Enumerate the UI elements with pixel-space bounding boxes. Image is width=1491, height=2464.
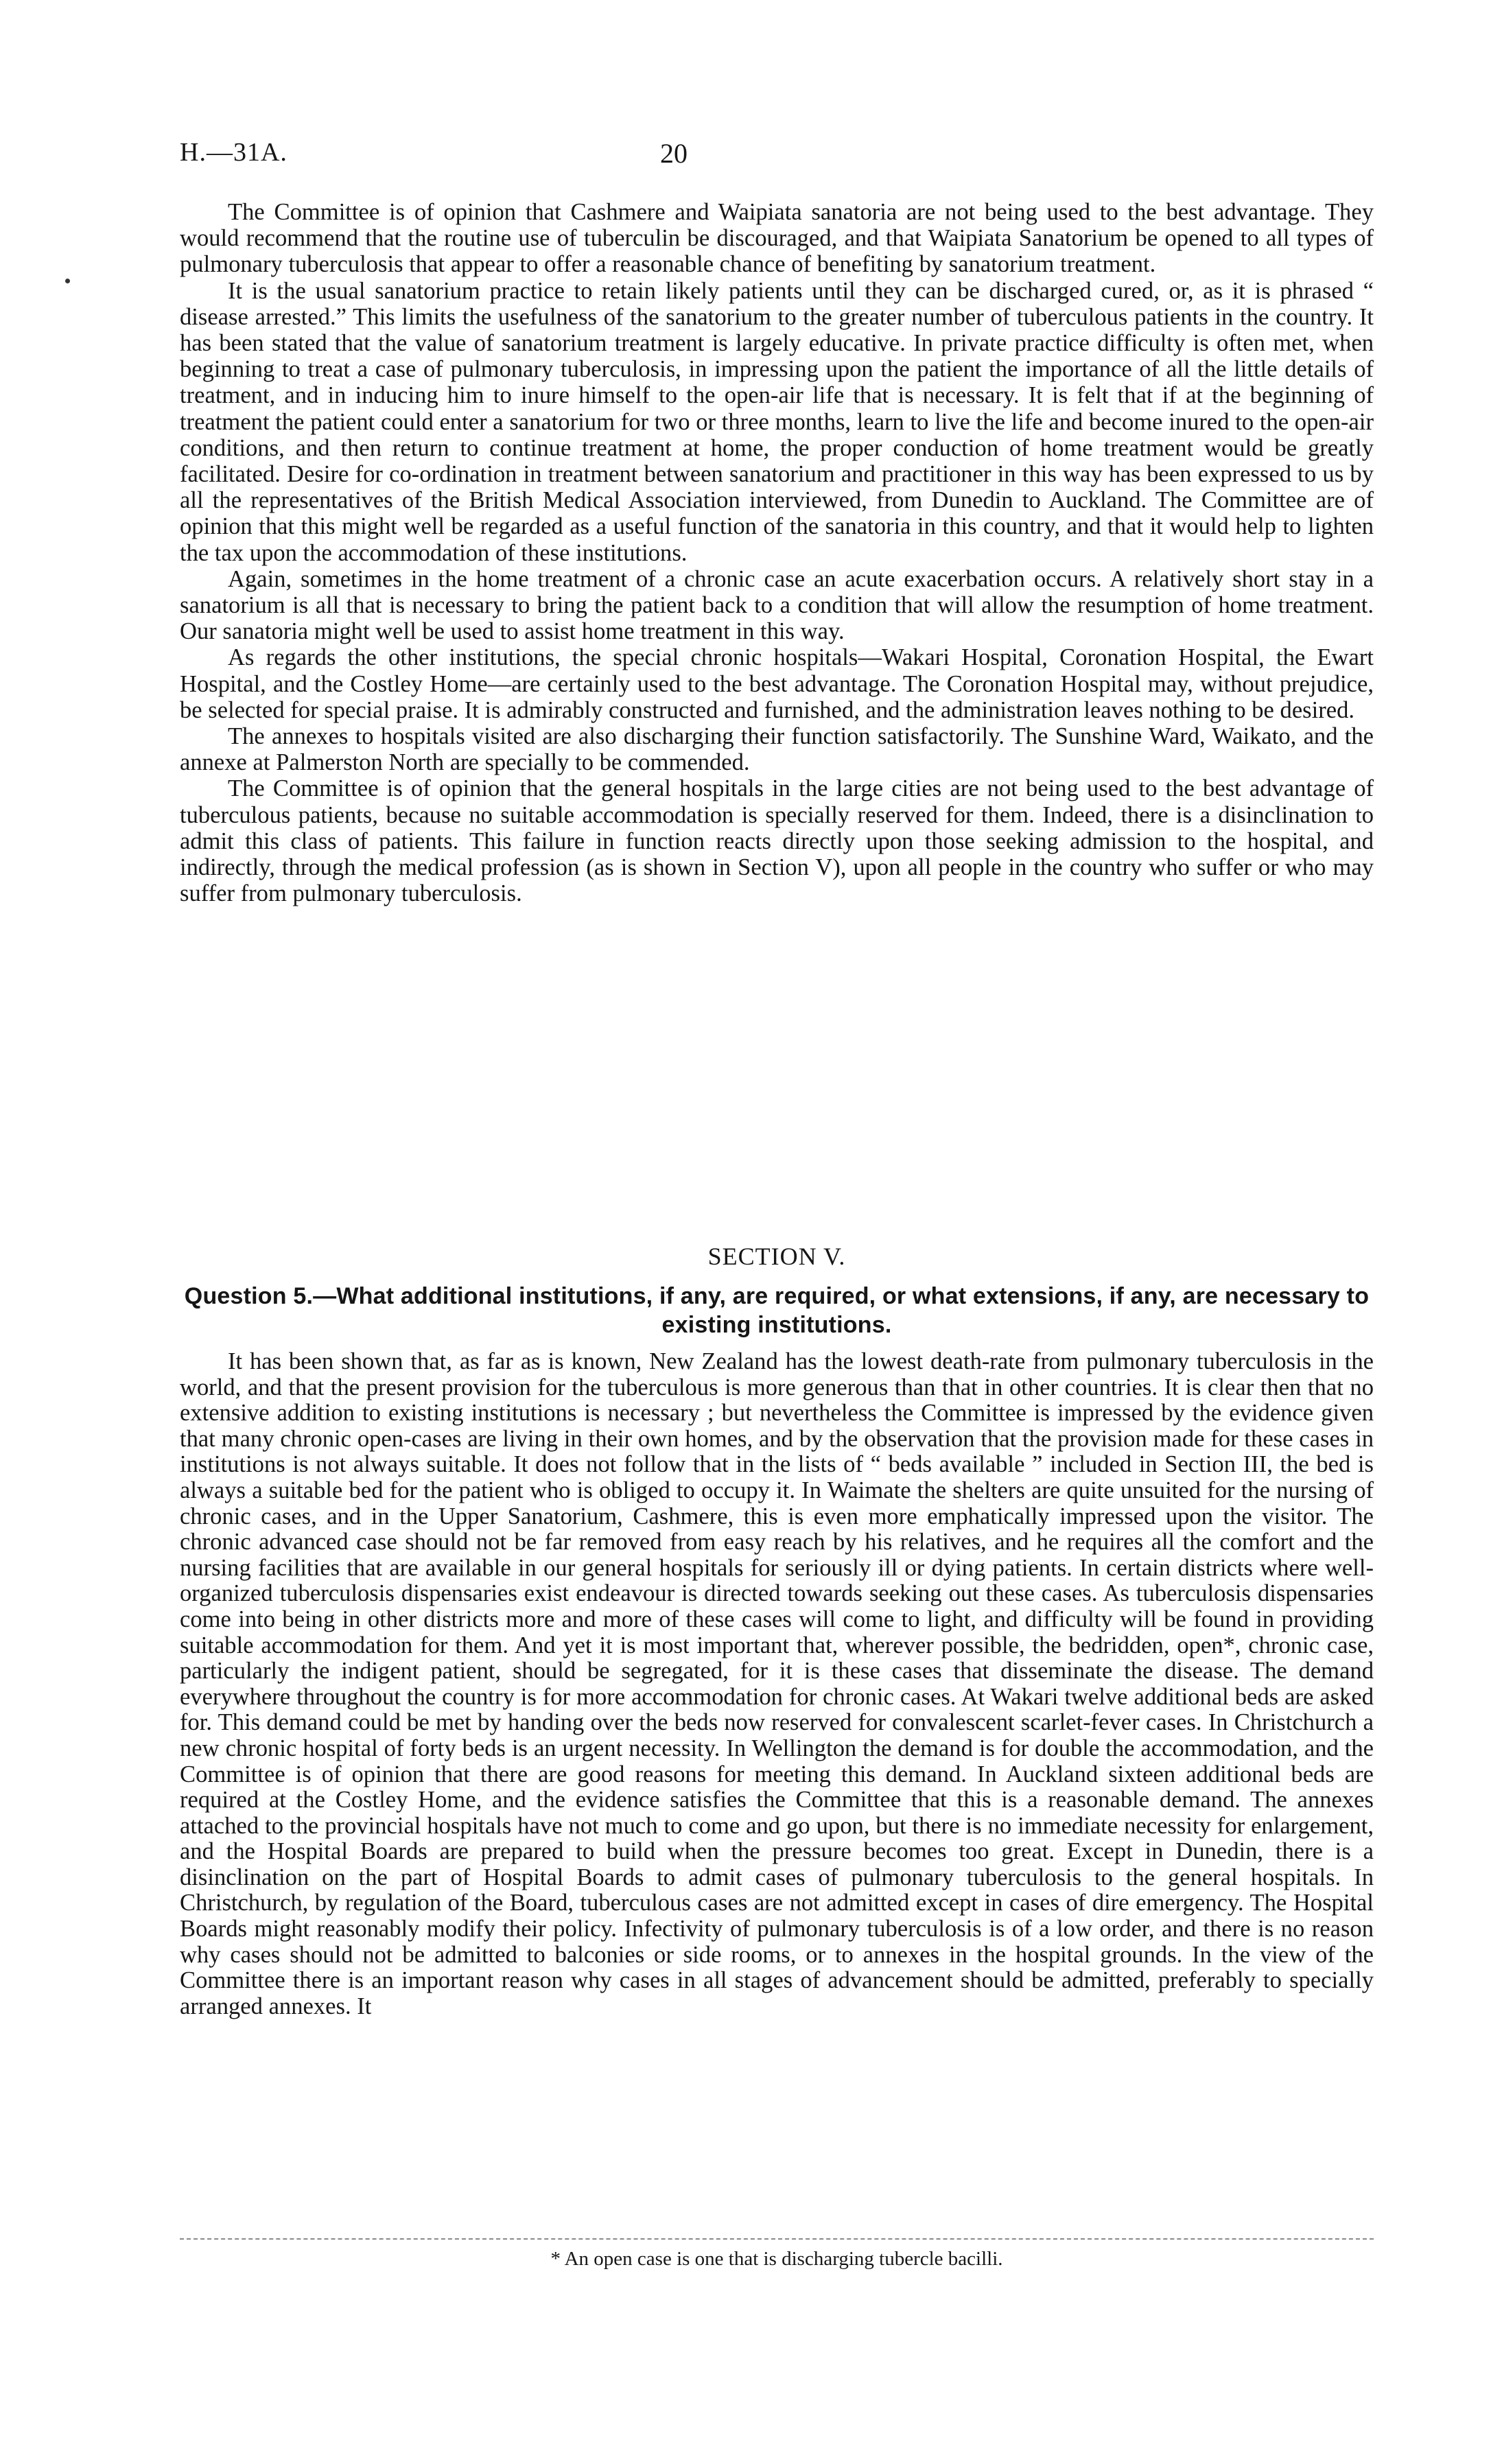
running-header bbox=[180, 137, 1374, 178]
paragraph: The Committee is of opinion that Cashmere and Waipiata sanatoria are not being used to the best advantage. They would recommend that the routine use of tuberculin be discouraged, and that Waipiata Sanatorium be opened to all types of pulmonary tuberculosis that appear to offer a reasonable chance of benefiting by sanatorium treatment. bbox=[180, 199, 1374, 278]
body-text bbox=[180, 199, 1374, 906]
footnote-divider bbox=[180, 2238, 1374, 2240]
footnote: * An open case is one that is discharging tubercle bacilli. bbox=[550, 2248, 1003, 2270]
margin-mark bbox=[65, 279, 70, 283]
document-id: H.—31A. bbox=[180, 138, 287, 167]
page-number: 20 bbox=[660, 138, 688, 169]
section-v bbox=[180, 1242, 1374, 2019]
paragraph: It is the usual sanatorium practice to retain likely patients until they can be discharged cured, or, as it is phrased “ disease arrested.” This limits the usefulness of the sanatorium to the greater number of tuberculous patients in the country. It has been stated that the value of sanatorium treatment is largely educative. In private practice difficulty is often met, when beginning to treat a case of pulmonary tuberculosis, in impressing upon the patient the importance of all the little details of treatment, and in inducing him to inure himself to the open-air life that is necessary. It is felt that if at the beginning of treatment the patient could enter a sanatorium for two or three months, learn to live the life and become inured to the open-air conditions, and then return to continue treatment at home, the proper conduction of home treatment would be greatly facilitated. Desire for co-ordination in treatment between sanatorium and practitioner in this way has been expressed to us by all the representatives of the British Medical Association interviewed, from Dunedin to Auckland. The Committee are of opinion that this might well be regarded as a useful function of the sanatoria in this country, and that it would help to lighten the tax upon the accommodation of these institutions. bbox=[180, 277, 1374, 566]
paragraph: It has been shown that, as far as is known, New Zealand has the lowest death-rate from pulmonary tuberculosis in the world, and that the present provision for the tuberculous is more generous than that in other countries. It is clear then that no extensive addition to existing institutions is necessary ; but nevertheless the Committee is impressed by the evidence given that many chronic open-cases are living in their own homes, and by the observation that the provision made for these cases in institutions is not always suitable. It does not follow that in the lists of “ beds available ” included in Section III, the bed is always a suitable bed for the patient who is obliged to occupy it. In Waimate the shelters are quite unsuited for the nursing of chronic cases, and in the Upper Sanatorium, Cashmere, this is even more emphatically impressed upon the visitor. The chronic advanced case should not be far removed from easy reach by his relatives, and he requires all the comfort and the nursing facilities that are available in our general hospitals for seriously ill or dying patients. In certain districts where well-organized tuberculosis dispensaries exist endeavour is directed towards seeking out these cases. As tuberculosis dispensaries come into being in other districts more and more of these cases will come to light, and difficulty will be found in providing suitable accommodation for them. And yet it is most important that, wherever possible, the bedridden, open*, chronic case, particularly the indigent patient, should be segregated, for it is these cases that disseminate the disease. The demand everywhere throughout the country is for more accommodation for chronic cases. At Wakari twelve additional beds are asked for. This demand could be met by handing over the beds now reserved for convalescent scarlet-fever cases. In Christchurch a new chronic hospital of forty beds is an urgent necessity. In Wellington the demand is for double the accommodation, and the Committee is of opinion that there are good reasons for meeting this demand. In Auckland sixteen additional beds are required at the Costley Home, and the evidence satisfies the Committee that this is a reasonable demand. The annexes attached to the provincial hospitals have not much to come and go upon, but there is no immediate necessity for enlargement, and the Hospital Boards are prepared to build when the pressure becomes too great. Except in Dunedin, there is a disinclination on the part of Hospital Boards to admit cases of pulmonary tuberculosis to the general hospitals. In Christchurch, by regulation of the Board, tuberculous cases are not admitted except in cases of dire emergency. The Hospital Boards might reasonably modify their policy. Infectivity of pulmonary tuberculosis is of a low order, and there is no reason why cases should not be admitted to balconies or side rooms, or to annexes in the hospital grounds. In the view of the Committee there is an important reason why cases in all stages of advancement should be admitted, preferably to specially arranged annexes. It bbox=[180, 1348, 1374, 2019]
paragraph: The Committee is of opinion that the general hospitals in the large cities are not being used to the best advantage of tuberculous patients, because no suitable accommodation is specially reserved for them. Indeed, there is a disinclination to admit this class of patients. This failure in function reacts directly upon those seeking admission to the hospital, and indirectly, through the medical profession (as is shown in Section V), upon all people in the country who suffer or who may suffer from pulmonary tuberculosis. bbox=[180, 775, 1374, 907]
question-heading: Question 5.—What additional institutions, if any, are required, or what extensions, if any, are necessary to existing institutions. bbox=[184, 1283, 1370, 1338]
section-body bbox=[180, 1349, 1374, 2019]
paragraph: The annexes to hospitals visited are also discharging their function satisfactorily. The Sunshine Ward, Waikato, and the annexe at Palmerston North are specially to be commended. bbox=[180, 723, 1374, 776]
section-title: SECTION V. bbox=[707, 1243, 846, 1270]
paragraph: Again, sometimes in the home treatment of a chronic case an acute exacerbation occurs. A relatively short stay in a sanatorium is all that is necessary to bring the patient back to a condition that will allow the resumption of home treatment. Our sanatoria might well be used to assist home treatment in this way. bbox=[180, 565, 1374, 645]
paragraph: As regards the other institutions, the special chronic hospitals—Wakari Hospital, Coronation Hospital, the Ewart Hospital, and the Costley Home—are certainly used to the best advantage. The Coronation Hospital may, without prejudice, be selected for special praise. It is admirably constructed and furnished, and the administration leaves nothing to be desired. bbox=[180, 644, 1374, 723]
